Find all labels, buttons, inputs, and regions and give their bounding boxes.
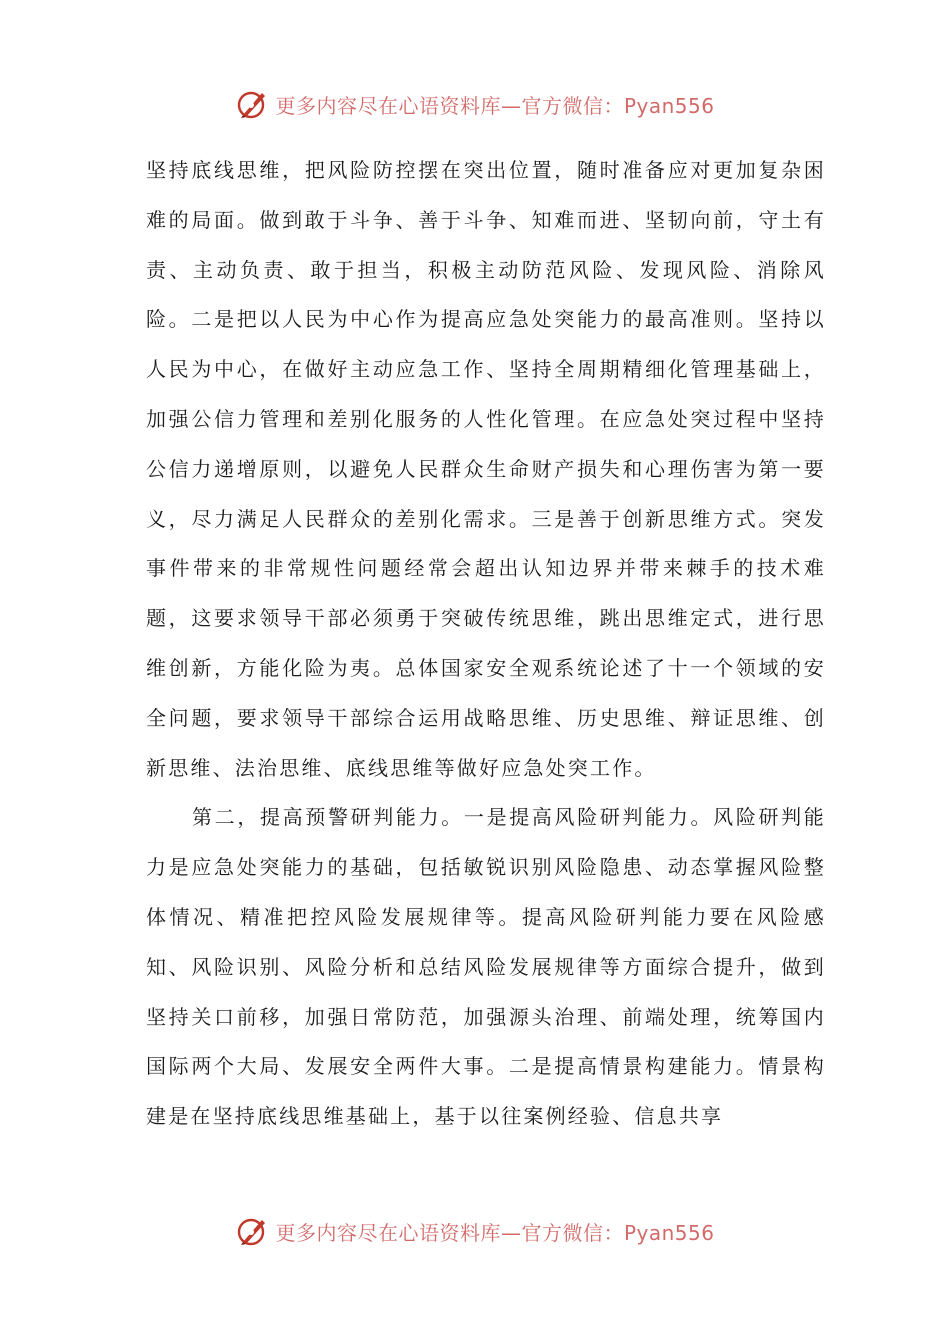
pen-circle-logo-icon (235, 87, 269, 121)
footer-banner-text: 更多内容尽在心语资料库—官方微信：Pyan556 (275, 1220, 715, 1245)
document-body (146, 146, 826, 1142)
body-paragraph-1: 坚持底线思维，把风险防控摆在突出位置，随时准备应对更加复杂困难的局面。做到敢于斗争、善于斗争、知难而进、坚韧向前，守土有责、主动负责、敢于担当，积极主动防范风险、发现风险、消除风险。二是把以人民为中心作为提高应急处突能力的最高准则。坚持以人民为中心，在做好主动应急工作、坚持全周期精细化管理基础上，加强公信力管理和差别化服务的人性化管理。在应急处突过程中坚持公信力递增原则，以避免人民群众生命财产损失和心理伤害为第一要义，尽力满足人民群众的差别化需求。三是善于创新思维方式。突发事件带来的非常规性问题经常会超出认知边界并带来棘手的技术难题，这要求领导干部必须勇于突破传统思维，跳出思维定式，进行思维创新，方能化险为夷。总体国家安全观系统论述了十一个领域的安全问题，要求领导干部综合运用战略思维、历史思维、辩证思维、创新思维、法治思维、底线思维等做好应急处突工作。 (146, 158, 826, 780)
footer-banner (0, 1211, 950, 1251)
body-paragraph-2: 第二，提高预警研判能力。一是提高风险研判能力。风险研判能力是应急处突能力的基础，包括敏锐识别风险隐患、动态掌握风险整体情况、精准把控风险发展规律等。提高风险研判能力要在风险感知、风险识别、风险分析和总结风险发展规律等方面综合提升，做到坚持关口前移，加强日常防范，加强源头治理、前端处理，统筹国内国际两个大局、发展安全两件大事。二是提高情景构建能力。情景构建是在坚持底线思维基础上，基于以往案例经验、信息共享 (146, 805, 826, 1129)
header-banner (0, 84, 950, 124)
header-banner-text: 更多内容尽在心语资料库—官方微信：Pyan556 (275, 93, 715, 118)
pen-circle-logo-icon (235, 1214, 269, 1248)
